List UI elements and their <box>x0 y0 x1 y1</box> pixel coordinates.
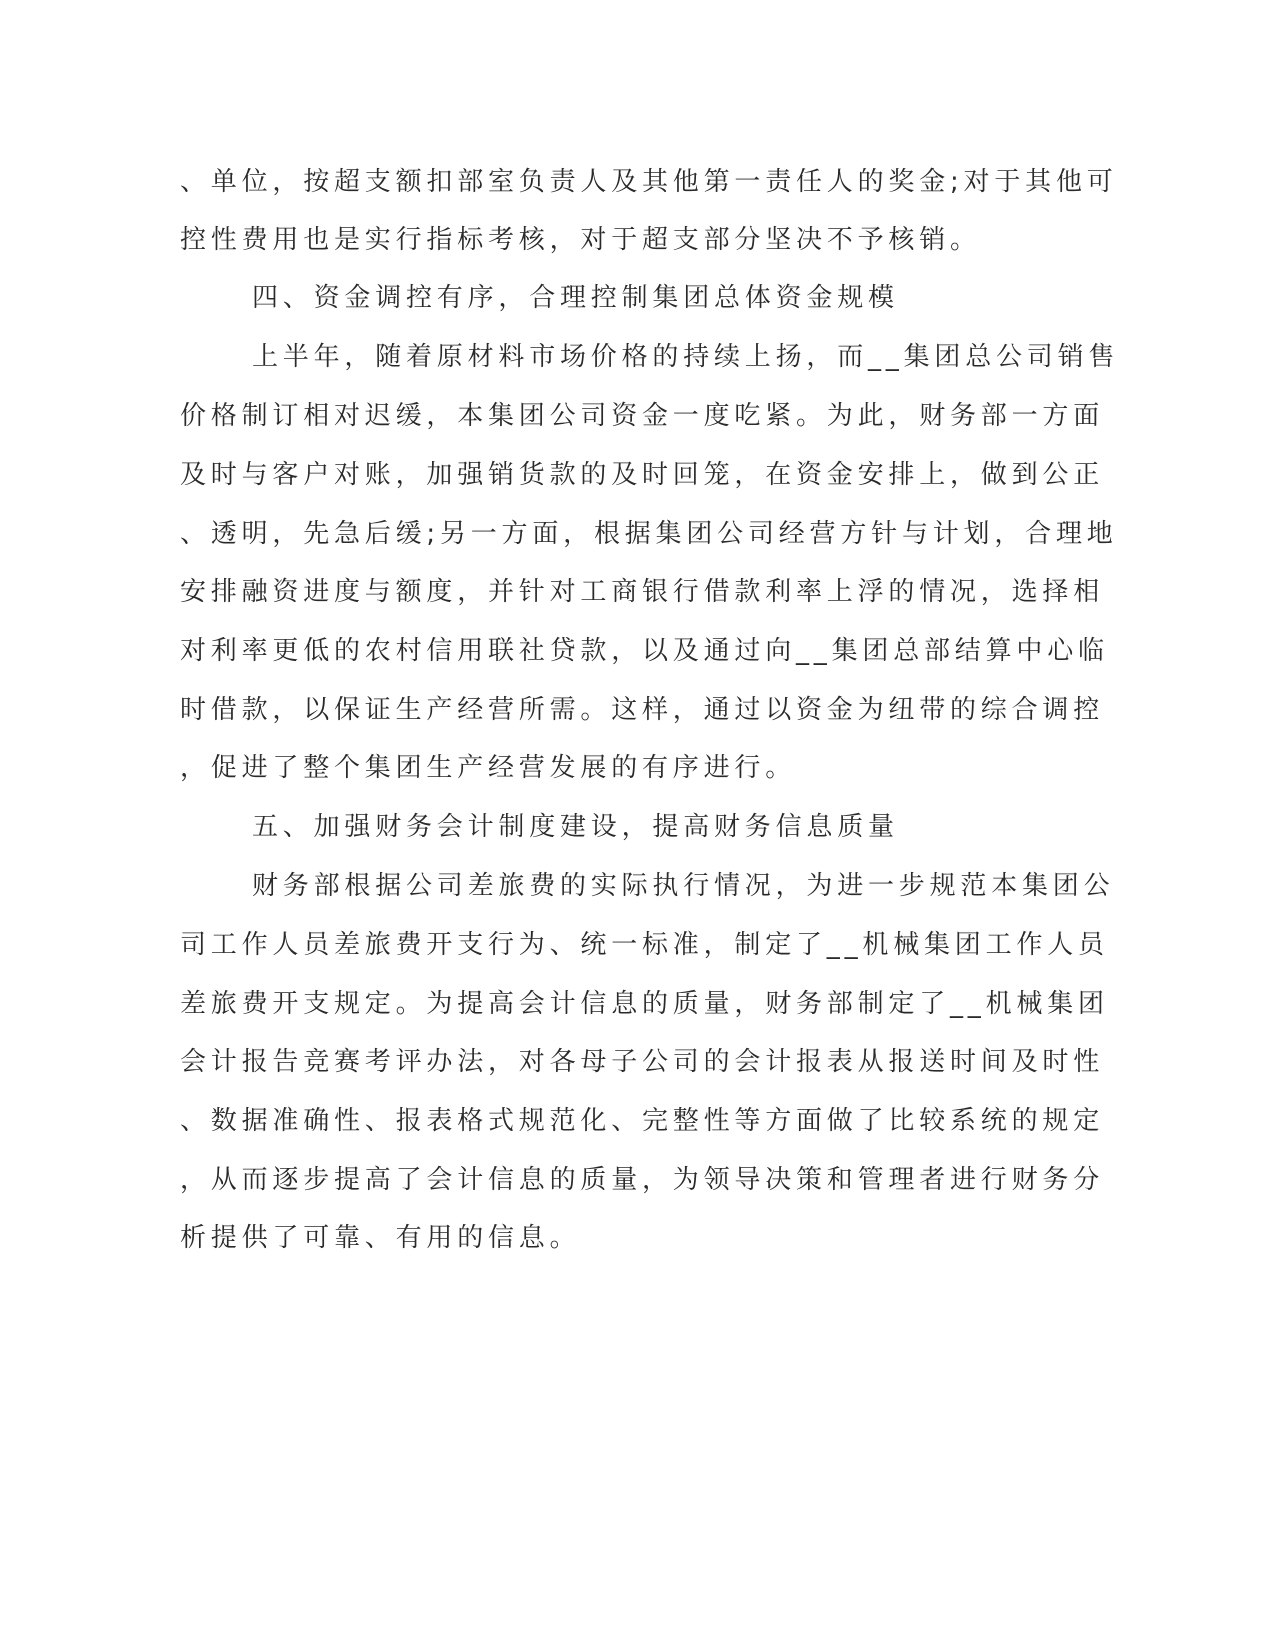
text-line: 析提供了可靠、有用的信息。 <box>180 1223 581 1253</box>
text-line: 上半年，随着原材料市场价格的持续上扬，而__集团总公司销售 <box>252 342 1120 372</box>
text-line: 、数据准确性、报表格式规范化、完整性等方面做了比较系统的规定 <box>180 1106 1105 1136</box>
text-line: 、单位，按超支额扣部室负责人及其他第一责任人的奖金;对于其他可 <box>180 167 1118 197</box>
text-line: 差旅费开支规定。为提高会计信息的质量，财务部制定了__机械集团 <box>180 989 1109 1019</box>
text-line: 会计报告竞赛考评办法，对各母子公司的会计报表从报送时间及时性 <box>180 1047 1105 1077</box>
text-line: 司工作人员差旅费开支行为、统一标准，制定了__机械集团工作人员 <box>180 930 1109 960</box>
text-line: 对利率更低的农村信用联社贷款，以及通过向__集团总部结算中心临 <box>180 636 1109 666</box>
text-line: 财务部根据公司差旅费的实际执行情况，为进一步规范本集团公 <box>252 871 1115 901</box>
section-heading: 四、资金调控有序，合理控制集团总体资金规模 <box>252 283 899 313</box>
text-line: ，促进了整个集团生产经营发展的有序进行。 <box>180 753 797 783</box>
text-line: 安排融资进度与额度，并针对工商银行借款利率上浮的情况，选择相 <box>180 577 1105 607</box>
text-line: 及时与客户对账，加强销货款的及时回笼，在资金安排上，做到公正 <box>180 460 1105 490</box>
text-line: ，从而逐步提高了会计信息的质量，为领导决策和管理者进行财务分 <box>180 1165 1105 1195</box>
text-line: 控性费用也是实行指标考核，对于超支部分坚决不予核销。 <box>180 225 981 255</box>
text-line: 价格制订相对迟缓，本集团公司资金一度吃紧。为此，财务部一方面 <box>180 401 1105 431</box>
text-line: 时借款，以保证生产经营所需。这样，通过以资金为纽带的综合调控 <box>180 695 1105 725</box>
text-line: 、透明，先急后缓;另一方面，根据集团公司经营方针与计划，合理地 <box>180 519 1118 549</box>
section-heading: 五、加强财务会计制度建设，提高财务信息质量 <box>252 812 899 842</box>
